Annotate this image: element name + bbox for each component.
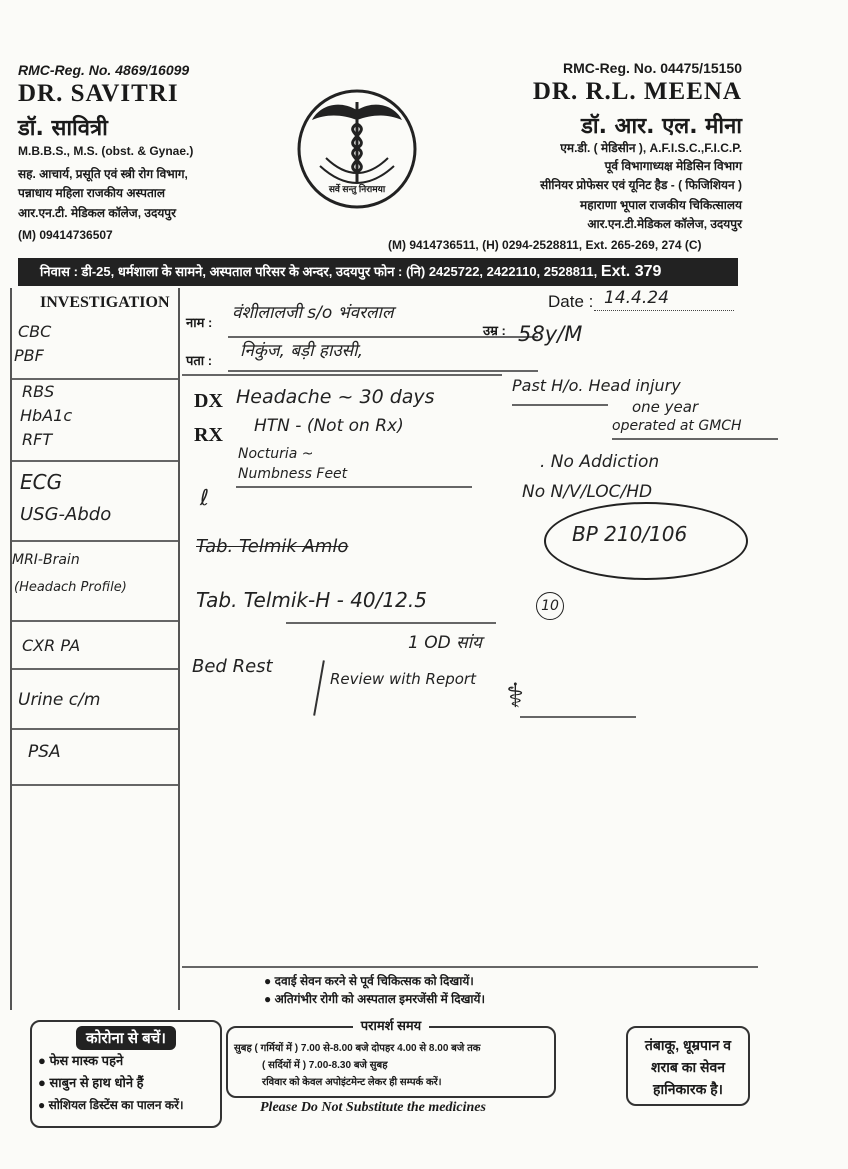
history-line: one year (632, 398, 699, 416)
footer-note: ● दवाई सेवन करने से पूर्व चिकित्सक को दिखायें। (264, 974, 474, 988)
address-label: पता : (186, 353, 213, 368)
investigation-item: Urine c/m (18, 690, 101, 710)
rx-label: RX (194, 424, 223, 446)
caduceus-logo (296, 88, 418, 210)
left-mobile: (M) 09414736507 (18, 228, 113, 242)
timing-line: सुबह ( गर्मियों में ) 7.00 से-8.00 बजे दोपहर 4.00 से 8.00 बजे तक (234, 1043, 481, 1054)
left-designation: सह. आचार्य, प्रसूति एवं स्त्री रोग विभाग, (18, 167, 188, 181)
patient-name: वंशीलालजी s/o भंवरलाल (232, 303, 394, 323)
inv-separator (12, 784, 178, 786)
timing-line: ( सर्दियों में ) 7.00-8.30 बजे सुबह (262, 1060, 388, 1071)
followup-days: 10 (536, 592, 564, 620)
substitute-notice: Please Do Not Substitute the medicines (260, 1100, 486, 1115)
patient-age: 58y/M (518, 322, 583, 346)
medicine-underline (286, 622, 496, 624)
instruction-bed-rest: Bed Rest (192, 656, 273, 677)
inv-separator (12, 620, 178, 622)
right-designation: पूर्व विभागाध्यक्ष मेडिसिन विभाग (604, 159, 742, 173)
struck-medicine: Tab. Telmik Amlo (196, 536, 349, 557)
investigation-item: HbA1c (20, 406, 73, 425)
complaints-underline (236, 486, 472, 488)
left-doctor-name-hindi: डॉ. सावित्री (18, 116, 108, 141)
investigation-item: MRI-Brain (12, 552, 80, 568)
investigation-divider (178, 288, 180, 1010)
address-bar (18, 258, 738, 286)
left-college: आर.एन.टी. मेडिकल कॉलेज, उदयपुर (18, 206, 177, 220)
inv-separator (12, 460, 178, 462)
review-instruction: Review with Report (330, 670, 476, 688)
history-line: operated at GMCH (612, 418, 742, 434)
inv-separator (12, 378, 178, 380)
divider-stroke (313, 660, 325, 715)
left-doctor-name: DR. SAVITRI (18, 80, 179, 107)
investigation-item: PBF (14, 346, 44, 365)
right-degrees: एम.डी. ( मेडिसीन ), A.F.I.S.C.,F.I.C.P. (560, 141, 742, 155)
investigation-item: RFT (22, 430, 53, 449)
patient-address: निकुंज, बड़ी हाउसी, (240, 341, 363, 361)
tobacco-warning: तंबाकू, धूम्रपान व शराब का सेवन हानिकारक है। (644, 1037, 732, 1097)
investigation-item: USG-Abdo (20, 504, 112, 525)
left-degrees: M.B.B.S., M.S. (obst. & Gynae.) (18, 144, 194, 158)
medicine-1: Tab. Telmik-H - 40/12.5 (196, 588, 427, 612)
right-phones: (M) 9414736511, (H) 0294-2528811, Ext. 265-269, 274 (C) (388, 238, 702, 252)
complaints-top-line (182, 374, 502, 376)
complaint: Headache ~ 30 days (236, 386, 435, 408)
age-label: उम्र : (483, 323, 506, 338)
left-margin-line (10, 288, 12, 1010)
address-line (228, 370, 538, 372)
timing-title: परामर्श समय (353, 1018, 429, 1033)
inv-separator (12, 728, 178, 730)
footer-rule (182, 966, 758, 968)
left-hospital: पन्नाधाय महिला राजकीय अस्पताल (18, 186, 166, 200)
right-reg-number: RMC-Reg. No. 04475/15150 (563, 60, 742, 76)
inv-separator (12, 668, 178, 670)
corona-item: ● सोशियल डिस्टेंस का पालन करें। (38, 1098, 184, 1112)
signature-underline (520, 716, 636, 718)
timing-line: रविवार को केवल अपोइंटमेन्ट लेकर ही सम्पर्क करें। (262, 1077, 442, 1088)
address-text: निवास : डी-25, धर्मशाला के सामने, अस्पताल परिसर के अन्दर, उदयपुर फोन : (नि) 2425722, 2422110, 2528811, (40, 264, 598, 279)
history-line: . No Addiction (540, 452, 660, 472)
timing-box (226, 1018, 556, 1098)
investigation-item: RBS (22, 382, 55, 401)
corona-item: ● फेस मास्क पहने (38, 1053, 124, 1068)
left-reg-number: RMC-Reg. No. 4869/16099 (18, 62, 190, 78)
inv-separator (12, 540, 178, 542)
corona-box (30, 1020, 222, 1128)
right-doctor-name-hindi: डॉ. आर. एल. मीना (581, 114, 742, 139)
investigation-item: CXR PA (22, 636, 81, 655)
investigation-item: CBC (18, 322, 52, 341)
dx-label: DX (194, 390, 223, 412)
investigation-item: (Headach Profile) (14, 580, 127, 595)
visit-date: 14.4.24 (604, 288, 669, 308)
medicine-1-dose: 1 OD सांय (408, 633, 482, 653)
investigation-label: INVESTIGATION (40, 294, 170, 311)
history-underline (512, 404, 608, 406)
complaint: Numbness Feet (238, 466, 348, 482)
history-line: No N/V/LOC/HD (522, 482, 653, 502)
rx-mark-icon: ℓ (200, 486, 210, 511)
corona-title: कोरोना से बचें। (76, 1026, 176, 1050)
history-line: Past H/o. Head injury (512, 376, 681, 395)
bp-reading: BP 210/106 (572, 522, 688, 546)
logo-motto: सर्वे सन्तु निरामया (328, 184, 386, 194)
extension-number: Ext. 379 (600, 263, 662, 280)
footer-note: ● अतिगंभीर रोगी को अस्पताल इमरजेंसी में दिखायें। (264, 992, 486, 1006)
name-label: नाम : (186, 315, 213, 330)
complaint: HTN - (Not on Rx) (254, 416, 404, 436)
history-underline (612, 438, 778, 440)
date-label: Date : (548, 292, 594, 311)
tobacco-box (626, 1026, 750, 1106)
complaint: Nocturia ~ (238, 446, 314, 462)
right-college: आर.एन.टी.मेडिकल कॉलेज, उदयपुर (587, 217, 742, 231)
investigation-item: ECG (20, 470, 63, 494)
right-hospital: महाराणा भूपाल राजकीय चिकित्सालय (580, 198, 742, 212)
date-line (594, 310, 734, 313)
signature-icon: ⚕ (506, 676, 525, 716)
right-doctor-name: DR. R.L. MEENA (532, 78, 742, 105)
investigation-item: PSA (28, 742, 61, 762)
right-unit-head: सीनियर प्रोफेसर एवं यूनिट हैड - ( फिजिशियन ) (540, 178, 742, 192)
corona-item: ● साबुन से हाथ धोने हैं (38, 1075, 144, 1090)
